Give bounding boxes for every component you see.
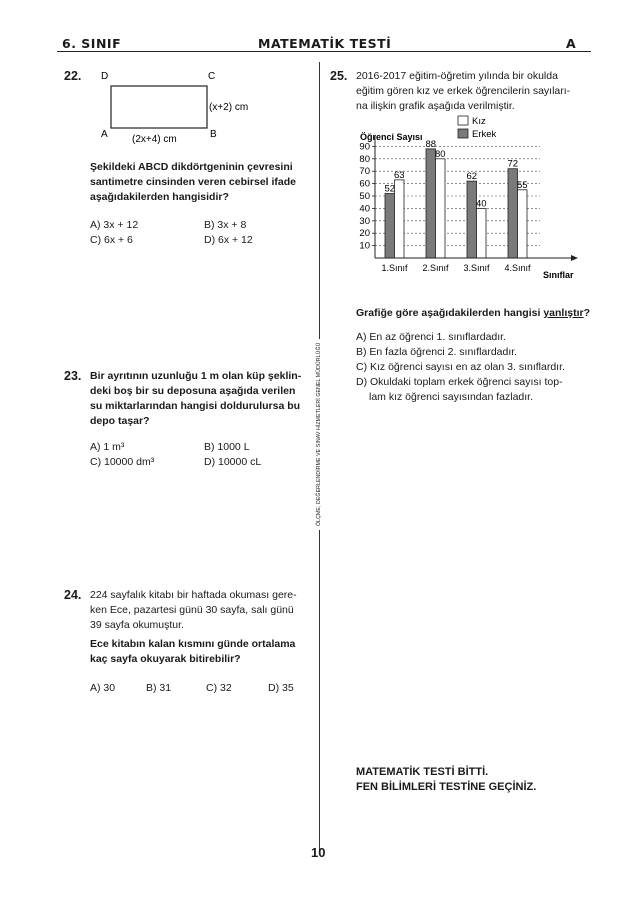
q25-option-d-continued: lam kız öğrenci sayısından fazladır. bbox=[369, 391, 533, 403]
grade-label: 6. SINIF bbox=[62, 36, 122, 51]
bar-kiz-2 bbox=[436, 159, 446, 258]
q24-option-c[interactable]: C) 32 bbox=[206, 682, 232, 694]
q23-option-c[interactable]: C) 10000 dm³ bbox=[90, 456, 155, 468]
q25-bar-chart bbox=[340, 112, 595, 287]
legend-swatch-kiz bbox=[458, 116, 468, 125]
y-tick-label-60: 60 bbox=[359, 178, 370, 190]
rectangle-abcd bbox=[111, 86, 207, 128]
q22-option-a[interactable]: A) 3x + 12 bbox=[90, 219, 139, 231]
value-label-erkek-3: 62 bbox=[466, 171, 478, 183]
q25-option-d[interactable]: D) Okuldaki toplam erkek öğrenci sayısı top- bbox=[356, 376, 563, 388]
test-title: MATEMATİK TESTİ bbox=[258, 36, 392, 51]
side-text: ÖLÇME, DEĞERLENDİRME VE SINAV HİZMETLERİ GENEL MÜDÜRLÜĞÜ bbox=[316, 339, 322, 530]
bottom-length-label: (2x+4) cm bbox=[132, 134, 177, 145]
legend-swatch-erkek bbox=[458, 129, 468, 138]
value-label-kiz-2: 80 bbox=[434, 148, 446, 160]
page-number: 10 bbox=[311, 845, 326, 860]
q24-option-a[interactable]: A) 30 bbox=[90, 682, 116, 694]
y-tick-label-70: 70 bbox=[359, 166, 370, 178]
x-tick-label-2: 2.Sınıf bbox=[422, 263, 449, 273]
q22-question: Şekildeki ABCD dikdörtgeninin çevresini santimetre cinsinden veren cebirsel ifade aşağıdakilerden hangisidir? bbox=[90, 161, 297, 203]
vertex-c: C bbox=[208, 71, 216, 82]
x-tick-label-1: 1.Sınıf bbox=[381, 263, 408, 273]
x-tick-label-4: 4.Sınıf bbox=[504, 263, 531, 273]
bar-erkek-3 bbox=[467, 181, 477, 258]
y-tick-label-30: 30 bbox=[359, 215, 370, 227]
y-tick-label-10: 10 bbox=[359, 240, 370, 252]
bar-erkek-2 bbox=[426, 149, 436, 258]
q25-number: 25. bbox=[330, 69, 348, 83]
q25-option-a[interactable]: A) En az öğrenci 1. sınıflardadır. bbox=[356, 331, 506, 343]
q23-option-b[interactable]: B) 1000 L bbox=[204, 441, 250, 453]
q24-question: Ece kitabın kalan kısmını günde ortalama kaç sayfa okuyarak bitirebilir? bbox=[90, 638, 296, 665]
q24-number: 24. bbox=[64, 588, 82, 602]
y-tick-label-80: 80 bbox=[359, 153, 370, 165]
q24-option-d[interactable]: D) 35 bbox=[268, 682, 294, 694]
y-tick-label-20: 20 bbox=[359, 228, 370, 240]
y-axis-label: Öğrenci Sayısı bbox=[360, 132, 423, 142]
q22-number: 22. bbox=[64, 69, 82, 83]
value-label-erkek-1: 52 bbox=[384, 183, 396, 195]
q25-stem: 2016-2017 eğitim-öğretim yılında bir okulda eğitim gören kız ve erkek öğrencilerin sayıları- na ilişkin grafik aşağıda verilmiştir. bbox=[356, 70, 571, 112]
q23-question: Bir ayrıtının uzunluğu 1 m olan küp şeklin- deki boş bir su deposuna aşağıda verilen su miktarlarından hangisi doldurulursa bu depo taşar? bbox=[90, 370, 302, 427]
chart-bars bbox=[385, 149, 527, 258]
vertex-b: B bbox=[210, 129, 217, 140]
q24-option-b[interactable]: B) 31 bbox=[146, 682, 172, 694]
value-label-erkek-2: 88 bbox=[425, 138, 437, 150]
q25-option-b[interactable]: B) En fazla öğrenci 2. sınıflardadır. bbox=[356, 346, 518, 358]
y-tick-label-90: 90 bbox=[359, 141, 370, 153]
vertex-a: A bbox=[101, 129, 108, 140]
chart-value-labels bbox=[384, 139, 527, 210]
bar-kiz-4 bbox=[518, 190, 528, 258]
y-tick-label-40: 40 bbox=[359, 203, 370, 215]
legend-label-erkek: Erkek bbox=[472, 129, 497, 140]
q22-option-d[interactable]: D) 6x + 12 bbox=[204, 234, 253, 246]
q25-option-c[interactable]: C) Kız öğrenci sayısı en az olan 3. sınıflardır. bbox=[356, 361, 565, 373]
q24-stem: 224 sayfalık kitabı bir haftada okuması gere- ken Ece, pazartesi günü 30 sayfa, salı günü 39 sayfa okumuştur. bbox=[90, 589, 297, 631]
vertex-d: D bbox=[101, 71, 109, 82]
q23-option-a[interactable]: A) 1 m³ bbox=[90, 441, 125, 453]
x-tick-label-3: 3.Sınıf bbox=[463, 263, 490, 273]
chart-legend bbox=[458, 116, 497, 140]
value-label-kiz-4: 55 bbox=[516, 179, 528, 191]
booklet-letter: A bbox=[566, 36, 577, 51]
x-axis-arrow bbox=[571, 255, 578, 261]
side-length-label: (x+2) cm bbox=[209, 102, 249, 113]
header-rule bbox=[57, 51, 591, 52]
bar-erkek-1 bbox=[385, 194, 395, 258]
test-end-note: MATEMATİK TESTİ BİTTİ. FEN BİLİMLERİ TESTİNE GEÇİNİZ. bbox=[356, 766, 537, 793]
value-label-erkek-4: 72 bbox=[507, 158, 519, 170]
bar-kiz-3 bbox=[477, 208, 487, 258]
q23-number: 23. bbox=[64, 369, 82, 383]
q22-option-b[interactable]: B) 3x + 8 bbox=[204, 219, 247, 231]
value-label-kiz-1: 63 bbox=[393, 169, 405, 181]
q25-question: Grafiğe göre aşağıdakilerden hangisi yanlıştır? bbox=[356, 307, 591, 319]
bar-kiz-1 bbox=[395, 180, 405, 258]
q22-rectangle-figure bbox=[95, 66, 265, 151]
x-axis-label: Sınıflar bbox=[543, 270, 574, 280]
y-tick-label-50: 50 bbox=[359, 191, 370, 202]
legend-label-kiz: Kız bbox=[472, 116, 486, 127]
q22-option-c[interactable]: C) 6x + 6 bbox=[90, 234, 133, 246]
q23-option-d[interactable]: D) 10000 cL bbox=[204, 456, 262, 468]
value-label-kiz-3: 40 bbox=[475, 198, 487, 210]
